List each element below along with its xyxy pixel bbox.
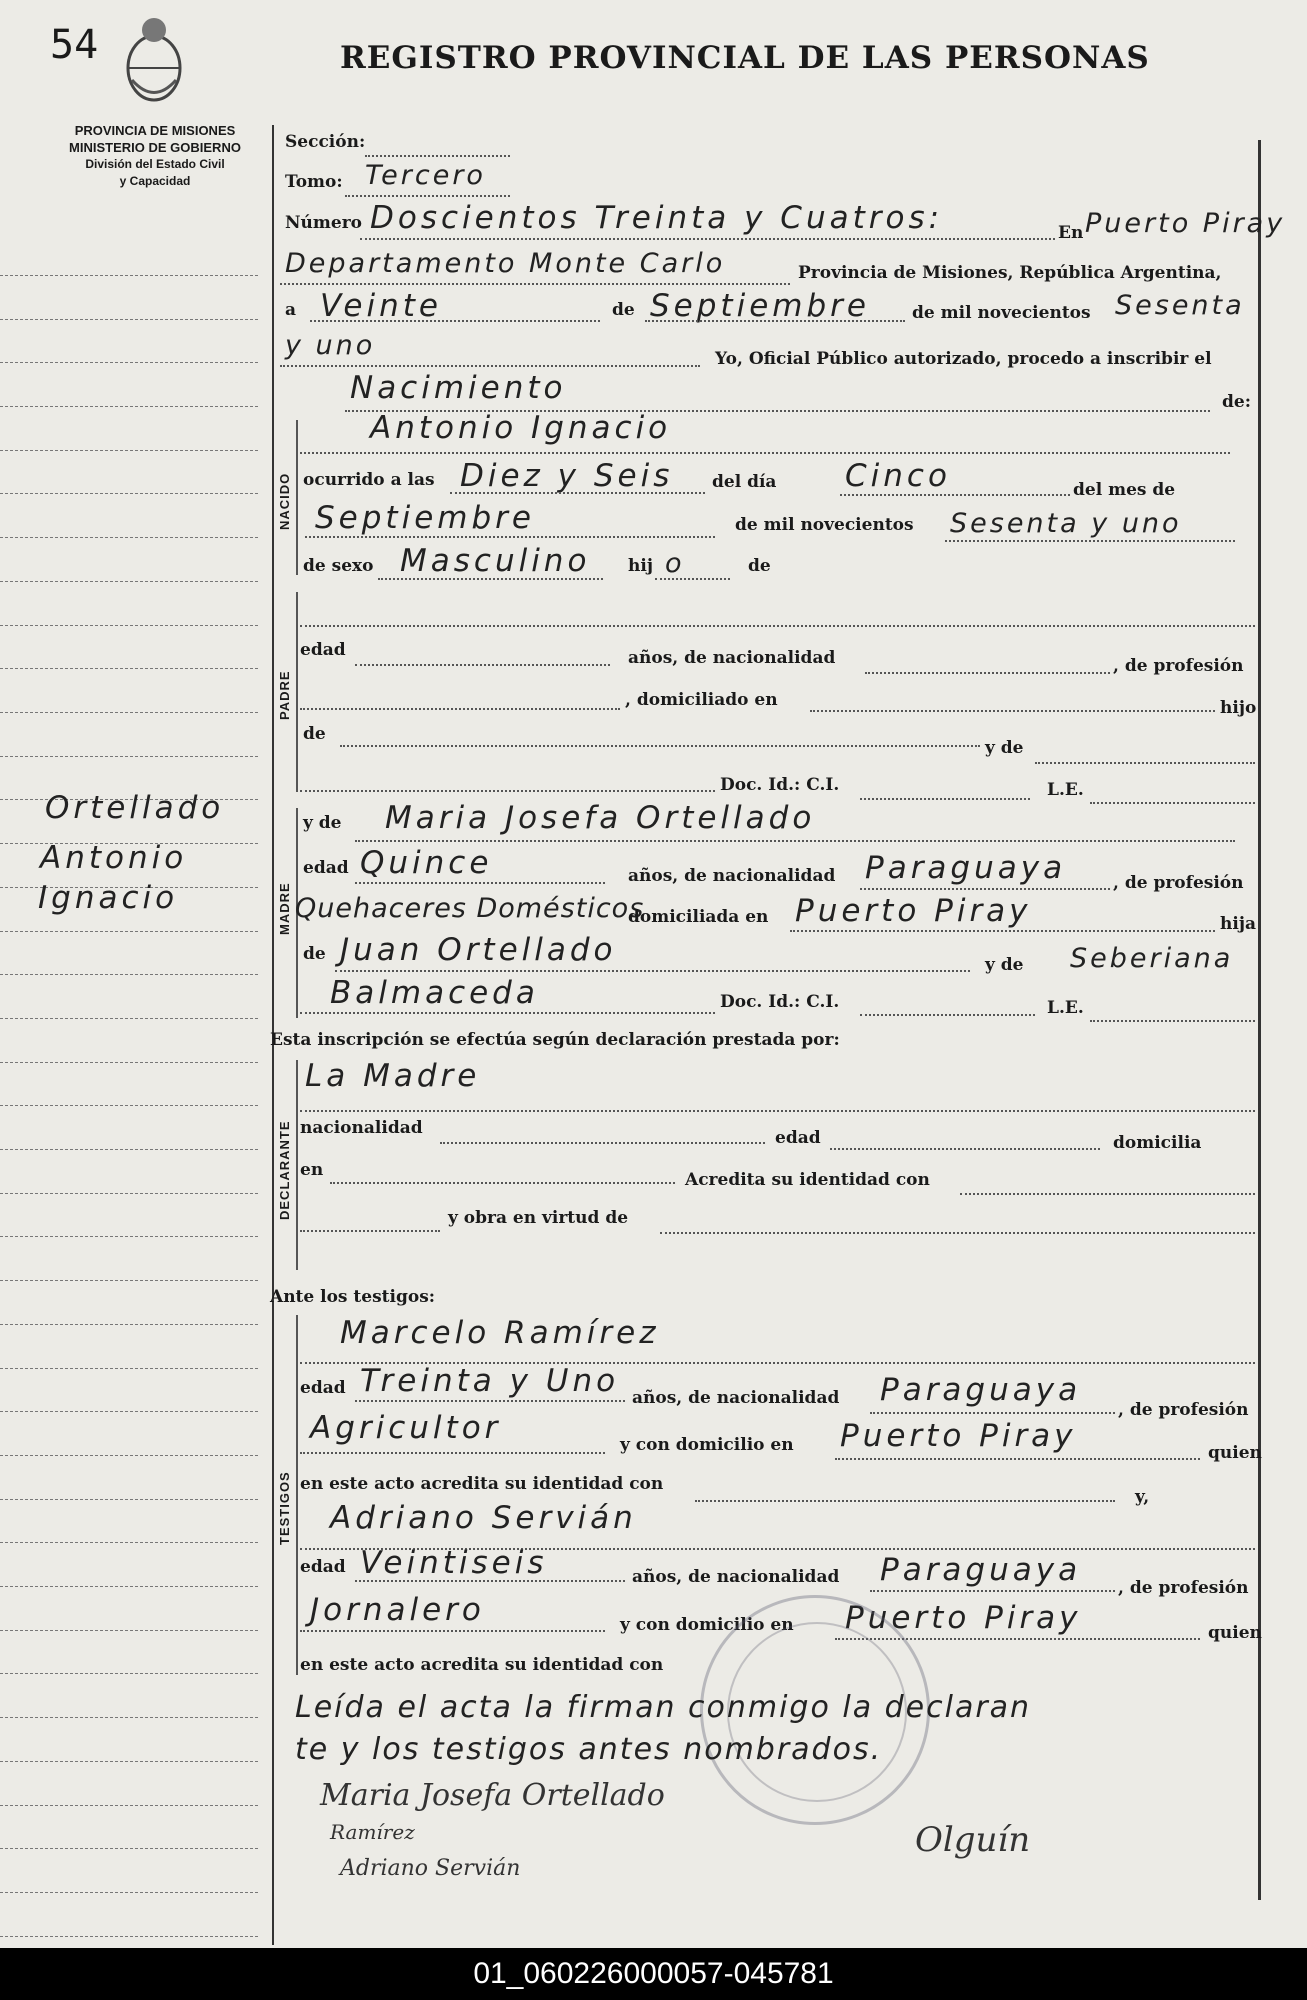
declarante-edad-line bbox=[830, 1148, 1100, 1150]
en-value: Puerto Piray bbox=[1085, 208, 1286, 239]
closing-line-2: te y los testigos antes nombrados. bbox=[295, 1732, 883, 1767]
madre-anos-label: años, de nacionalidad bbox=[628, 866, 836, 886]
testigos-section-label: TESTIGOS bbox=[277, 1471, 292, 1545]
testigo1-nacionalidad-value: Paraguaya bbox=[880, 1372, 1082, 1408]
padre-anos-label: años, de nacionalidad bbox=[628, 648, 836, 668]
anio-registro-value: Sesenta bbox=[1115, 290, 1245, 321]
madre-profesion-label: , de profesión bbox=[1113, 873, 1244, 893]
testigo2-nacionalidad-line bbox=[870, 1590, 1115, 1592]
testigo1-edad-label: edad bbox=[300, 1378, 346, 1398]
declarante-section-line bbox=[296, 1060, 298, 1270]
margin-rule-line bbox=[0, 537, 258, 538]
testigo1-quien-label: quien bbox=[1208, 1443, 1262, 1463]
testigo1-profesion-line bbox=[300, 1452, 605, 1454]
margin-rule-line bbox=[0, 319, 258, 320]
division-line: División del Estado Civil bbox=[85, 157, 225, 171]
margin-rule-line bbox=[0, 931, 258, 932]
margin-rule-line bbox=[0, 1411, 258, 1412]
mil-label: de mil novecientos bbox=[912, 303, 1091, 323]
nacido-de-label: de bbox=[748, 556, 771, 576]
margin-rule-line bbox=[0, 668, 258, 669]
declarante-nacionalidad-line bbox=[440, 1142, 765, 1144]
testigo2-quien-label: quien bbox=[1208, 1623, 1262, 1643]
margin-second-name: Ignacio bbox=[38, 880, 179, 916]
testigo1-profesion-value: Agricultor bbox=[310, 1410, 502, 1446]
sexo-value: Masculino bbox=[400, 543, 591, 579]
sexo-line bbox=[378, 578, 603, 580]
madre-doc-label: Doc. Id.: C.I. bbox=[720, 992, 840, 1012]
declarante-acredita-line bbox=[960, 1193, 1255, 1195]
hij-line bbox=[655, 578, 730, 580]
padre-hijo-label: hijo bbox=[1220, 698, 1257, 718]
provincia-text: Provincia de Misiones, República Argentina, bbox=[798, 263, 1222, 283]
sexo-label: de sexo bbox=[303, 556, 374, 576]
margin-rule-line bbox=[0, 1805, 258, 1806]
dia-nacimiento-value: Cinco bbox=[845, 458, 951, 494]
padre-profesion-label: , de profesión bbox=[1113, 656, 1244, 676]
province-line: PROVINCIA DE MISIONES bbox=[74, 123, 236, 138]
margin-rule-line bbox=[0, 1936, 258, 1937]
margin-rule-line bbox=[0, 1586, 258, 1587]
page-number: 54 bbox=[50, 22, 99, 68]
hora-line bbox=[450, 492, 705, 494]
ministry-line: MINISTERIO DE GOBIERNO bbox=[69, 140, 241, 155]
testigo2-anos-label: años, de nacionalidad bbox=[632, 1567, 840, 1587]
hij-value: o bbox=[665, 548, 685, 579]
numero-line bbox=[360, 238, 1055, 240]
margin-rule-line bbox=[0, 1193, 258, 1194]
testigo1-domicilio-label: y con domicilio en bbox=[620, 1435, 794, 1455]
padre-domiciliado-label: , domiciliado en bbox=[625, 690, 778, 710]
declarante-en-label: en bbox=[300, 1160, 324, 1180]
madre-ci-line bbox=[860, 1014, 1035, 1016]
anio-nacimiento-line bbox=[945, 540, 1235, 542]
madre-nacionalidad-value: Paraguaya bbox=[865, 850, 1067, 886]
acto-value: Nacimiento bbox=[350, 370, 567, 406]
madre-madre-value: Seberiana bbox=[1070, 943, 1234, 974]
division-line-2: y Capacidad bbox=[119, 174, 191, 188]
testigo1-domicilio-line bbox=[835, 1458, 1200, 1460]
numero-value: Doscientos Treinta y Cuatros: bbox=[370, 200, 944, 236]
image-id-caption: 01_060226000057-045781 bbox=[0, 1948, 1307, 2000]
testigo2-nombre-value: Adriano Servián bbox=[330, 1500, 637, 1536]
margin-rule-line bbox=[0, 1236, 258, 1237]
testigo2-edad-line bbox=[355, 1580, 625, 1582]
margin-rule-line bbox=[0, 712, 258, 713]
del-mes-label: del mes de bbox=[1073, 480, 1176, 500]
margin-rule-line bbox=[0, 1673, 258, 1674]
testigo2-profesion-value: Jornalero bbox=[310, 1592, 485, 1628]
tomo-label: Tomo: bbox=[285, 172, 343, 192]
margin-rule-line bbox=[0, 1761, 258, 1762]
declarante-nombre-value: La Madre bbox=[305, 1058, 481, 1094]
padre-edad-line bbox=[355, 664, 610, 666]
madre-edad-value: Quince bbox=[360, 845, 493, 881]
padre-le-label: L.E. bbox=[1047, 780, 1084, 800]
testigo2-edad-value: Veintiseis bbox=[360, 1545, 548, 1581]
margin-rule-line bbox=[0, 1324, 258, 1325]
anio-registro-line bbox=[280, 365, 700, 367]
seccion-line bbox=[365, 155, 510, 157]
padre-doc-pre-line bbox=[300, 790, 715, 792]
testigo1-profesion-label: , de profesión bbox=[1118, 1400, 1249, 1420]
testigo2-acredita-label: en este acto acredita su identidad con bbox=[300, 1655, 664, 1675]
padre-de-label: de bbox=[303, 724, 326, 744]
margin-rule-line bbox=[0, 1280, 258, 1281]
margin-rule-line bbox=[0, 1062, 258, 1063]
margin-rule-line bbox=[0, 1542, 258, 1543]
madre-edad-label: edad bbox=[303, 858, 349, 878]
mes-nacimiento-line bbox=[305, 536, 715, 538]
margin-rule-line bbox=[0, 974, 258, 975]
mes-nacimiento-value: Septiembre bbox=[315, 500, 535, 536]
padre-profesion-line bbox=[300, 708, 620, 710]
madre-domicilio-line bbox=[790, 930, 1215, 932]
hij-label: hij bbox=[628, 556, 653, 576]
declarante-obra-pre-line bbox=[300, 1230, 440, 1232]
signature-testigo-1: Ramírez bbox=[330, 1820, 415, 1844]
madre-y-de-label: y de bbox=[303, 813, 342, 833]
padre-doc-label: Doc. Id.: C.I. bbox=[720, 775, 840, 795]
margin-rule-line bbox=[0, 1455, 258, 1456]
testigo2-nacionalidad-value: Paraguaya bbox=[880, 1552, 1082, 1588]
a-label: a bbox=[285, 300, 297, 320]
departamento-line bbox=[280, 283, 790, 285]
tomo-line bbox=[345, 195, 510, 197]
madre-edad-line bbox=[355, 882, 605, 884]
dia-registro-value: Veinte bbox=[320, 288, 442, 324]
declarante-acredita-label: Acredita su identidad con bbox=[685, 1170, 930, 1190]
madre-nacionalidad-line bbox=[860, 888, 1110, 890]
madre-section-label: MADRE bbox=[277, 882, 292, 935]
dia-nacimiento-line bbox=[840, 494, 1070, 496]
document-title: REGISTRO PROVINCIAL DE LAS PERSONAS bbox=[340, 40, 1150, 76]
del-dia-label: del día bbox=[712, 472, 777, 492]
margin-rule-line bbox=[0, 1018, 258, 1019]
declarante-nacionalidad-label: nacionalidad bbox=[300, 1118, 423, 1138]
testigo2-profesion-label: , de profesión bbox=[1118, 1578, 1249, 1598]
madre-domiciliada-label: domiciliada en bbox=[628, 907, 769, 927]
padre-y-de-label: y de bbox=[985, 738, 1024, 758]
margin-rule-line bbox=[0, 493, 258, 494]
testigo1-domicilio-value: Puerto Piray bbox=[840, 1418, 1077, 1454]
signature-oficial: Olguín bbox=[915, 1820, 1031, 1860]
margin-rule-line bbox=[0, 1892, 258, 1893]
declarante-section-label: DECLARANTE bbox=[277, 1120, 292, 1220]
de-colon-label: de: bbox=[1222, 392, 1251, 412]
margin-rule-line bbox=[0, 450, 258, 451]
madre-le-label: L.E. bbox=[1047, 998, 1084, 1018]
margin-rule-line bbox=[0, 1105, 258, 1106]
departamento-value: Departamento Monte Carlo bbox=[285, 248, 726, 279]
padre-nacionalidad-line bbox=[865, 672, 1110, 674]
nacido-nombre-value: Antonio Ignacio bbox=[370, 410, 672, 446]
testigo1-nacionalidad-line bbox=[870, 1412, 1115, 1414]
ocurrido-label: ocurrido a las bbox=[303, 470, 435, 490]
madre-profesion-value: Quehaceres Domésticos bbox=[295, 893, 645, 924]
margin-rule-line bbox=[0, 1149, 258, 1150]
de-label: de bbox=[612, 300, 635, 320]
padre-section-line bbox=[296, 592, 298, 792]
margin-rule-line bbox=[0, 581, 258, 582]
testigo1-y-label: y, bbox=[1135, 1487, 1150, 1507]
testigo2-domicilio-value: Puerto Piray bbox=[845, 1600, 1082, 1636]
madre-padre-value: Juan Ortellado bbox=[340, 932, 617, 968]
declarante-edad-label: edad bbox=[775, 1128, 821, 1148]
margin-rule-line bbox=[0, 406, 258, 407]
padre-le-line bbox=[1090, 802, 1255, 804]
margin-surname: Ortellado bbox=[45, 790, 225, 826]
madre-le-line bbox=[1090, 1020, 1255, 1022]
padre-edad-label: edad bbox=[300, 640, 346, 660]
anio-registro-value-2: y uno bbox=[285, 330, 376, 361]
declarante-obra-line bbox=[660, 1232, 1255, 1234]
province-heading bbox=[40, 122, 270, 190]
testigo1-nombre-value: Marcelo Ramírez bbox=[340, 1315, 660, 1351]
padre-domicilio-line bbox=[810, 710, 1215, 712]
margin-rule-line bbox=[0, 1368, 258, 1369]
margin-rule-line bbox=[0, 275, 258, 276]
tomo-value: Tercero bbox=[365, 160, 486, 191]
madre-domicilio-value: Puerto Piray bbox=[795, 893, 1032, 929]
madre-nombre-line bbox=[355, 840, 1235, 842]
testigo2-profesion-line bbox=[300, 1630, 605, 1632]
madre-y-de2-label: y de bbox=[985, 955, 1024, 975]
madre-padre-line bbox=[335, 970, 970, 972]
madre-madre-value-2: Balmaceda bbox=[330, 975, 539, 1011]
margin-rule-line bbox=[0, 1848, 258, 1849]
madre-de-label: de bbox=[303, 944, 326, 964]
mil-nacimiento-label: de mil novecientos bbox=[735, 515, 914, 535]
padre-ci-line bbox=[860, 798, 1030, 800]
testigos-intro: Ante los testigos: bbox=[270, 1287, 436, 1307]
mes-registro-value: Septiembre bbox=[650, 288, 870, 324]
margin-rule-line bbox=[0, 756, 258, 757]
madre-hija-label: hija bbox=[1220, 914, 1256, 934]
margin-rule-line bbox=[0, 1630, 258, 1631]
declarante-obra-label: y obra en virtud de bbox=[448, 1208, 629, 1228]
margin-rule-line bbox=[0, 362, 258, 363]
testigos-section-line bbox=[296, 1315, 298, 1675]
signature-madre: Maria Josefa Ortellado bbox=[320, 1778, 665, 1813]
coat-of-arms-icon bbox=[118, 10, 190, 110]
margin-rule-line bbox=[0, 1499, 258, 1500]
testigo2-domicilio-label: y con domicilio en bbox=[620, 1615, 794, 1635]
en-label: En bbox=[1058, 223, 1084, 243]
dia-registro-line bbox=[310, 320, 600, 322]
testigo1-anos-label: años, de nacionalidad bbox=[632, 1388, 840, 1408]
nacido-section-label: NACIDO bbox=[277, 472, 292, 530]
padre-madre-line bbox=[1035, 762, 1255, 764]
testigo1-edad-line bbox=[355, 1400, 625, 1402]
testigo1-acredita-line bbox=[695, 1500, 1115, 1502]
hora-value: Diez y Seis bbox=[460, 458, 674, 494]
margin-given-name: Antonio bbox=[40, 840, 188, 876]
anio-nacimiento-value: Sesenta y uno bbox=[950, 508, 1182, 539]
margin-rule-line bbox=[0, 1717, 258, 1718]
testigo2-edad-label: edad bbox=[300, 1557, 346, 1577]
numero-label: Número bbox=[285, 213, 362, 233]
mes-registro-line bbox=[645, 320, 905, 322]
nacido-section-line bbox=[296, 420, 298, 575]
seccion-label: Sección: bbox=[285, 132, 366, 152]
declarante-nombre-line bbox=[300, 1110, 1255, 1112]
madre-nombre-value: Maria Josefa Ortellado bbox=[385, 800, 816, 836]
closing-line-1: Leída el acta la firman conmigo la declaran bbox=[295, 1690, 1032, 1725]
padre-nombre-line bbox=[300, 625, 1255, 627]
declarante-domicilia-label: domicilia bbox=[1113, 1133, 1202, 1153]
declarante-domicilio-line bbox=[330, 1182, 675, 1184]
nacido-nombre-line bbox=[300, 452, 1230, 454]
testigo1-acredita-label: en este acto acredita su identidad con bbox=[300, 1474, 664, 1494]
margin-rule-line bbox=[0, 625, 258, 626]
padre-padre-line bbox=[340, 745, 980, 747]
signature-testigo-2: Adriano Servián bbox=[340, 1856, 521, 1881]
madre-doc-pre-line bbox=[300, 1012, 715, 1014]
padre-section-label: PADRE bbox=[277, 670, 292, 720]
declarante-intro: Esta inscripción se efectúa según declaración prestada por: bbox=[270, 1030, 840, 1050]
testigo1-edad-value: Treinta y Uno bbox=[360, 1363, 620, 1399]
oficial-text: Yo, Oficial Público autorizado, procedo a inscribir el bbox=[715, 349, 1212, 369]
